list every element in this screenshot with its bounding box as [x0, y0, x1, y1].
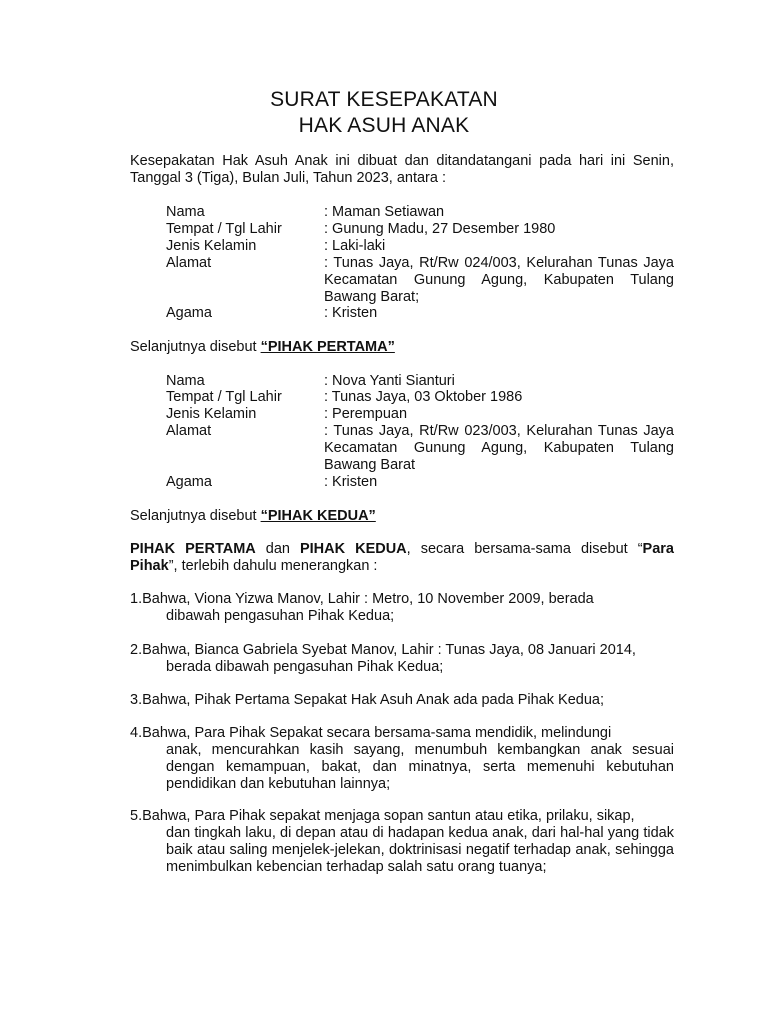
party2-designation	[130, 508, 376, 525]
list-item-4	[130, 725, 674, 793]
document-title-line2: HAK ASUH ANAK	[298, 114, 470, 137]
para-pihak-end-text: ”, terlebih dahulu menerangkan :	[168, 558, 378, 574]
list-item-1	[130, 591, 674, 625]
pihak-kedua-label: “PIHAK KEDUA”	[260, 508, 376, 524]
designation-prefix: Selanjutnya disebut	[130, 508, 261, 524]
pihak-kedua-ref: PIHAK KEDUA	[299, 541, 407, 557]
party1-alamat-value: : Tunas Jaya, Rt/Rw 024/003, Kelurahan Tunas Jaya Kecamatan Gunung Agung, Kabupaten Tulang Bawang Barat;	[324, 255, 674, 305]
list-item-first-line: 3.Bahwa, Pihak Pertama Sepakat Hak Asuh Anak ada pada Pihak Kedua;	[130, 692, 604, 708]
list-item-first-line: 5.Bahwa, Para Pihak sepakat menjaga sopan santun atau etika, prilaku, sikap,	[130, 808, 635, 824]
party2-nama-label: Nama	[166, 373, 205, 389]
party2-jk-label: Jenis Kelamin	[166, 406, 257, 422]
para-pihak-paragraph	[130, 541, 674, 575]
party1-nama-value: : Maman Setiawan	[324, 204, 445, 220]
party2-alamat-label: Alamat	[166, 423, 212, 439]
list-item-continuation: dan tingkah laku, di depan atau di hadapan kedua anak, dari hal-hal yang tidak baik atau saling menjelek-jelekan, doktrinisasi negatif terhadap anak, sehingga menimbulkan kebencian terhadap salah satu orang tuanya;	[166, 825, 674, 875]
party1-agama-label: Agama	[166, 305, 212, 321]
list-item-first-line: 1.Bahwa, Viona Yizwa Manov, Lahir : Metro, 10 November 2009, berada	[130, 591, 594, 607]
party1-alamat-label: Alamat	[166, 255, 212, 271]
list-item-continuation: dibawah pengasuhan Pihak Kedua;	[166, 608, 395, 624]
party1-jk-label: Jenis Kelamin	[166, 238, 257, 254]
para-pihak-term: Para Pihak	[130, 541, 674, 574]
party2-alamat-value: : Tunas Jaya, Rt/Rw 023/003, Kelurahan Tunas Jaya Kecamatan Gunung Agung, Kabupaten Tulang Bawang Barat	[324, 423, 674, 473]
party2-jk-value: : Perempuan	[324, 406, 408, 422]
list-item-3	[130, 692, 674, 709]
pihak-pertama-label: “PIHAK PERTAMA”	[260, 339, 395, 355]
list-item-first-line: 2.Bahwa, Bianca Gabriela Syebat Manov, Lahir : Tunas Jaya, 08 Januari 2014,	[130, 642, 636, 658]
party1-agama-value: : Kristen	[324, 305, 378, 321]
intro-paragraph: Kesepakatan Hak Asuh Anak ini dibuat dan ditandatangani pada hari ini Senin, Tanggal 3 (Tiga), Bulan Juli, Tahun 2023, antara :	[130, 153, 674, 186]
list-item-continuation: berada dibawah pengasuhan Pihak Kedua;	[166, 659, 444, 675]
party1-ttl-value: : Gunung Madu, 27 Desember 1980	[324, 221, 556, 237]
party1-nama-label: Nama	[166, 204, 205, 220]
party2-agama-label: Agama	[166, 474, 212, 490]
designation-prefix: Selanjutnya disebut	[130, 339, 261, 355]
party1-ttl-label: Tempat / Tgl Lahir	[166, 221, 282, 237]
party1-jk-value: : Laki-laki	[324, 238, 386, 254]
pihak-pertama-ref: PIHAK PERTAMA	[130, 541, 256, 557]
party2-ttl-value: : Tunas Jaya, 03 Oktober 1986	[324, 389, 523, 405]
para-pihak-mid-text: , secara bersama-sama disebut “	[406, 541, 643, 557]
party2-nama-value: : Nova Yanti Sianturi	[324, 373, 455, 389]
party2-ttl-label: Tempat / Tgl Lahir	[166, 389, 282, 405]
list-item-2	[130, 642, 674, 676]
party2-agama-value: : Kristen	[324, 474, 378, 490]
list-item-continuation: anak, mencurahkan kasih sayang, menumbuh kembangkan anak sesuai dengan kemampuan, bakat, dan minatnya, serta memenuhi kebutuhan pendidikan dan kebutuhan lainnya;	[166, 742, 674, 792]
party1-designation	[130, 339, 395, 356]
document-title-line1: SURAT KESEPAKATAN	[270, 88, 498, 111]
list-item-5	[130, 808, 674, 876]
list-item-first-line: 4.Bahwa, Para Pihak Sepakat secara bersama-sama mendidik, melindungi	[130, 725, 612, 741]
conjunction: dan	[255, 541, 300, 557]
